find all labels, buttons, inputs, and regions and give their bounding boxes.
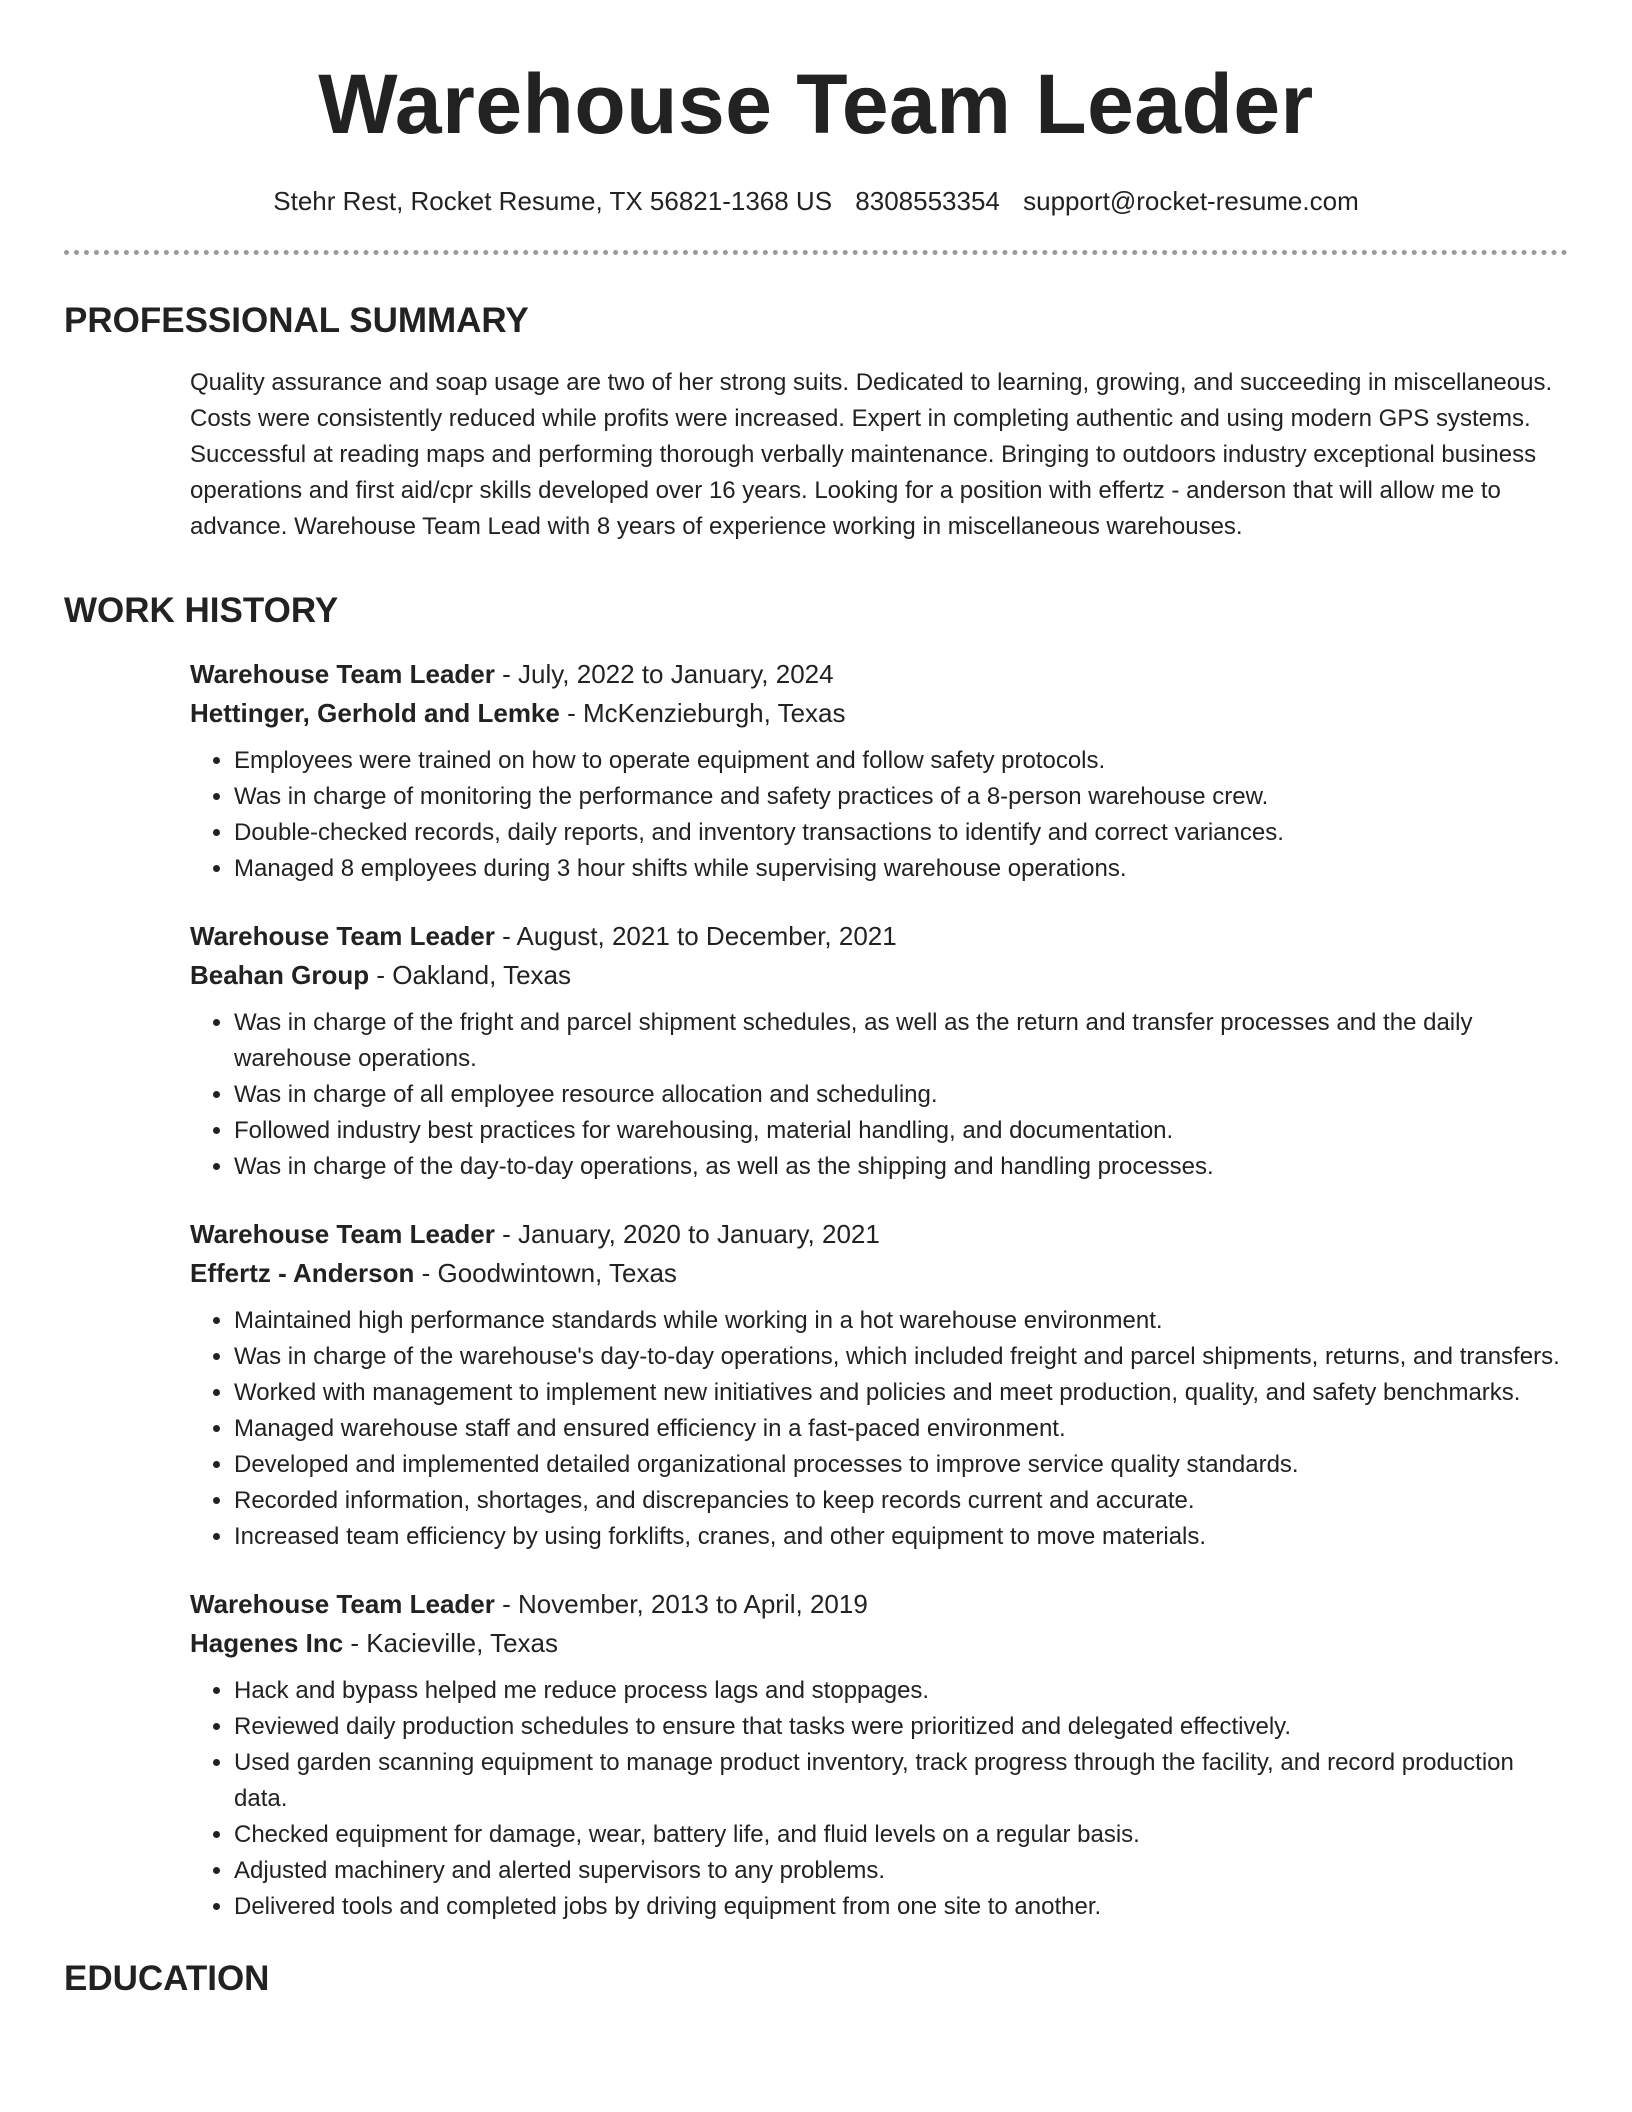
- job-title-line: [190, 655, 1568, 694]
- list-item: • Worked with management to implement new initiatives and policies and meet production, quality, and safety benchmarks.: [234, 1375, 1568, 1411]
- header-divider: [64, 250, 1568, 255]
- job-company: Hagenes Inc: [190, 1628, 344, 1658]
- summary-text: Quality assurance and soap usage are two of her strong suits. Dedicated to learning, growing, and succeeding in miscellaneous. Costs were consistently reduced while profits were increased. Expert in completing authentic and using modern GPS systems. Successful at reading maps and performing thorough verbally maintenance. Bringing to outdoors industry exceptional business operations and first aid/cpr skills developed over 16 years. Looking for a position with effertz - anderson that will allow me to advance. Warehouse Team Lead with 8 years of experience working in miscellaneous warehouses.: [190, 369, 1553, 540]
- list-item: • Increased team efficiency by using forklifts, cranes, and other equipment to move materials.: [234, 1519, 1568, 1555]
- list-item: • Was in charge of monitoring the performance and safety practices of a 8-person warehouse crew.: [234, 779, 1568, 815]
- list-item: • Was in charge of the day-to-day operations, as well as the shipping and handling processes.: [234, 1149, 1568, 1185]
- job-title-line: [190, 1585, 1568, 1624]
- job-entry: [190, 655, 1568, 887]
- job-location: - Kacieville, Texas: [343, 1628, 559, 1658]
- job-role: Warehouse Team Leader: [190, 921, 495, 951]
- list-item: • Recorded information, shortages, and discrepancies to keep records current and accurate.: [234, 1483, 1568, 1519]
- job-company-line: [190, 1624, 1568, 1663]
- job-title-line: [190, 1215, 1568, 1254]
- list-item: • Was in charge of the warehouse's day-to-day operations, which included freight and parcel shipments, returns, and transfers.: [234, 1339, 1568, 1375]
- job-dates: - August, 2021 to December, 2021: [494, 921, 897, 951]
- contact-email: support@rocket-resume.com: [1023, 186, 1359, 216]
- job-location: - McKenzieburgh, Texas: [559, 698, 846, 728]
- work-history-section: [190, 655, 1568, 1925]
- job-entry: [190, 917, 1568, 1185]
- job-bullets: [190, 1673, 1568, 1925]
- list-item: • Checked equipment for damage, wear, battery life, and fluid levels on a regular basis.: [234, 1817, 1568, 1853]
- list-item: • Reviewed daily production schedules to ensure that tasks were prioritized and delegated effectively.: [234, 1709, 1568, 1745]
- job-company-line: [190, 694, 1568, 733]
- job-company: Effertz - Anderson: [190, 1258, 415, 1288]
- job-title-line: [190, 917, 1568, 956]
- work-history-title: WORK HISTORY: [64, 591, 339, 630]
- job-bullets: [190, 1303, 1568, 1555]
- list-item: • Hack and bypass helped me reduce process lags and stoppages.: [234, 1673, 1568, 1709]
- list-item: • Employees were trained on how to operate equipment and follow safety protocols.: [234, 743, 1568, 779]
- summary-section: [190, 365, 1568, 545]
- job-role: Warehouse Team Leader: [190, 1589, 495, 1619]
- resume-header: [64, 0, 1568, 255]
- list-item: • Double-checked records, daily reports, and inventory transactions to identify and correct variances.: [234, 815, 1568, 851]
- list-item: • Managed warehouse staff and ensured efficiency in a fast-paced environment.: [234, 1411, 1568, 1447]
- job-company: Beahan Group: [190, 960, 370, 990]
- job-location: - Goodwintown, Texas: [414, 1258, 677, 1288]
- contact-phone: 8308553354: [855, 186, 1000, 216]
- job-company: Hettinger, Gerhold and Lemke: [190, 698, 560, 728]
- job-location: - Oakland, Texas: [369, 960, 571, 990]
- contact-address: Stehr Rest, Rocket Resume, TX 56821-1368 US: [273, 186, 833, 216]
- list-item: • Adjusted machinery and alerted supervisors to any problems.: [234, 1853, 1568, 1889]
- job-dates: - July, 2022 to January, 2024: [494, 659, 834, 689]
- list-item: • Maintained high performance standards while working in a hot warehouse environment.: [234, 1303, 1568, 1339]
- list-item: • Delivered tools and completed jobs by driving equipment from one site to another.: [234, 1889, 1568, 1925]
- candidate-name: Warehouse Team Leader: [318, 57, 1314, 151]
- list-item: • Managed 8 employees during 3 hour shifts while supervising warehouse operations.: [234, 851, 1568, 887]
- job-company-line: [190, 956, 1568, 995]
- contact-line: [64, 184, 1568, 218]
- list-item: • Developed and implemented detailed organizational processes to improve service quality standards.: [234, 1447, 1568, 1483]
- list-item: • Used garden scanning equipment to manage product inventory, track progress through the facility, and record production data.: [234, 1745, 1568, 1817]
- job-entry: [190, 1585, 1568, 1925]
- summary-title: PROFESSIONAL SUMMARY: [64, 301, 529, 340]
- job-bullets: [190, 1005, 1568, 1185]
- job-entry: [190, 1215, 1568, 1555]
- list-item: • Was in charge of the fright and parcel shipment schedules, as well as the return and transfer processes and the daily warehouse operations.: [234, 1005, 1568, 1077]
- list-item: • Followed industry best practices for warehousing, material handling, and documentation.: [234, 1113, 1568, 1149]
- job-company-line: [190, 1254, 1568, 1293]
- job-role: Warehouse Team Leader: [190, 659, 495, 689]
- education-title: EDUCATION: [64, 1959, 270, 1998]
- job-role: Warehouse Team Leader: [190, 1219, 495, 1249]
- job-dates: - January, 2020 to January, 2021: [494, 1219, 880, 1249]
- job-bullets: [190, 743, 1568, 887]
- job-dates: - November, 2013 to April, 2019: [494, 1589, 868, 1619]
- list-item: • Was in charge of all employee resource allocation and scheduling.: [234, 1077, 1568, 1113]
